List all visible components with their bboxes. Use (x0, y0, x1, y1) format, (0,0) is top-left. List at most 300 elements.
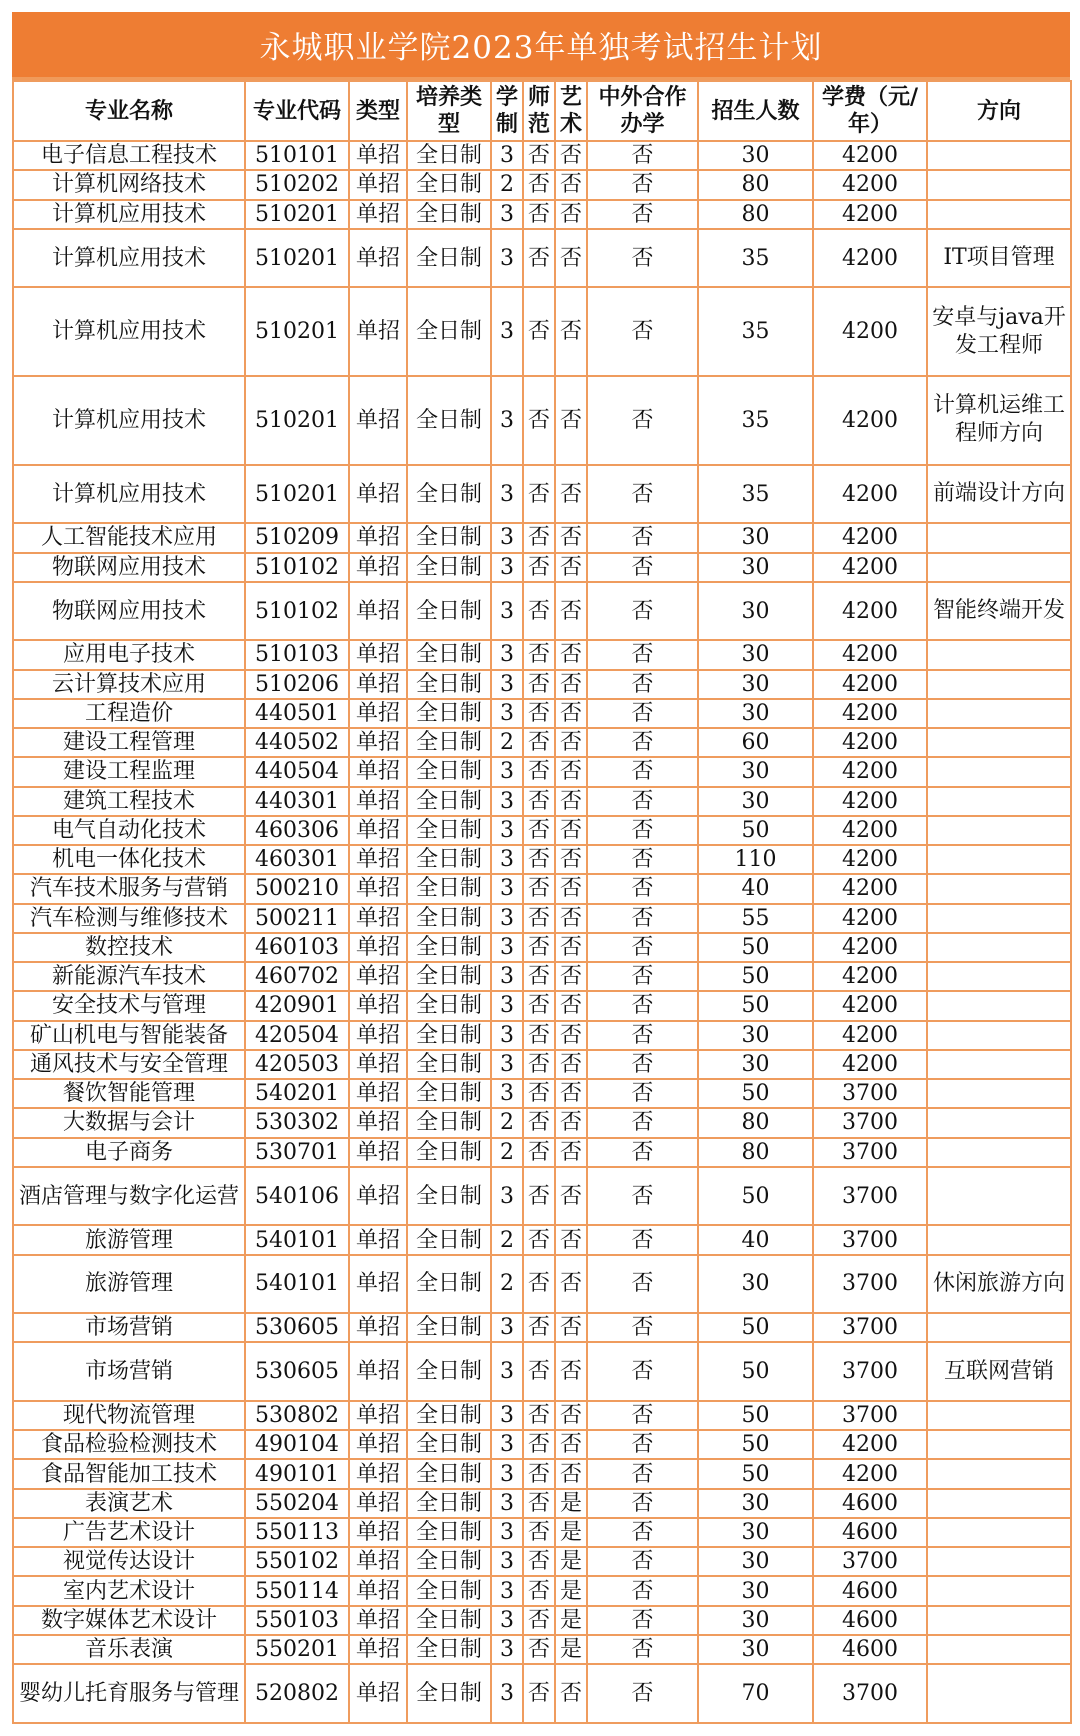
coop-cell: 否 (587, 1108, 698, 1137)
quota-cell: 30 (698, 670, 813, 699)
coop-cell: 否 (587, 816, 698, 845)
table-row (13, 1518, 1071, 1547)
type-cell: 单招 (349, 1342, 407, 1401)
coop-cell: 否 (587, 1167, 698, 1226)
normal-cell: 否 (523, 787, 555, 816)
duration-cell: 3 (491, 1050, 523, 1079)
normal-cell: 否 (523, 1108, 555, 1137)
coop-cell: 否 (587, 1225, 698, 1254)
coop-cell: 否 (587, 1401, 698, 1430)
quota-cell: 50 (698, 933, 813, 962)
duration-cell: 3 (491, 933, 523, 962)
type-cell: 单招 (349, 816, 407, 845)
duration-cell: 3 (491, 1459, 523, 1488)
major-code-cell: 550114 (245, 1576, 349, 1605)
table-row (13, 170, 1071, 199)
tuition-cell: 4600 (813, 1576, 927, 1605)
major-code-cell: 550103 (245, 1606, 349, 1635)
art-cell: 否 (555, 1313, 587, 1342)
coop-cell: 否 (587, 1342, 698, 1401)
art-cell: 否 (555, 170, 587, 199)
major-name-cell: 新能源汽车技术 (13, 962, 245, 991)
major-name-cell: 安全技术与管理 (13, 991, 245, 1020)
major-name-cell: 矿山机电与智能装备 (13, 1021, 245, 1050)
major-name-cell: 室内艺术设计 (13, 1576, 245, 1605)
table-row (13, 816, 1071, 845)
header-cell: 方向 (927, 81, 1071, 141)
art-cell: 否 (555, 1401, 587, 1430)
tuition-cell: 4200 (813, 553, 927, 582)
major-name-cell: 建设工程管理 (13, 728, 245, 757)
duration-cell: 3 (491, 845, 523, 874)
tuition-cell: 4200 (813, 582, 927, 641)
quota-cell: 110 (698, 845, 813, 874)
major-code-cell: 510201 (245, 376, 349, 465)
direction-cell: 计算机运维工程师方向 (927, 376, 1071, 465)
direction-cell (927, 757, 1071, 786)
coop-cell: 否 (587, 1255, 698, 1314)
type-cell: 单招 (349, 1635, 407, 1664)
art-cell: 否 (555, 1079, 587, 1108)
mode-cell: 全日制 (407, 287, 491, 376)
type-cell: 单招 (349, 699, 407, 728)
quota-cell: 30 (698, 1547, 813, 1576)
type-cell: 单招 (349, 1606, 407, 1635)
mode-cell: 全日制 (407, 1401, 491, 1430)
quota-cell: 50 (698, 991, 813, 1020)
quota-cell: 30 (698, 553, 813, 582)
quota-cell: 30 (698, 1021, 813, 1050)
duration-cell: 2 (491, 170, 523, 199)
duration-cell: 3 (491, 962, 523, 991)
coop-cell: 否 (587, 229, 698, 288)
tuition-cell: 3700 (813, 1167, 927, 1226)
duration-cell: 3 (491, 670, 523, 699)
tuition-cell: 4200 (813, 1459, 927, 1488)
type-cell: 单招 (349, 728, 407, 757)
tuition-cell: 3700 (813, 1108, 927, 1137)
art-cell: 是 (555, 1518, 587, 1547)
table-row (13, 1021, 1071, 1050)
coop-cell: 否 (587, 1576, 698, 1605)
duration-cell: 3 (491, 523, 523, 552)
sheet-title: 永城职业学院2023年单独考试招生计划 (12, 12, 1070, 80)
coop-cell: 否 (587, 845, 698, 874)
art-cell: 否 (555, 904, 587, 933)
direction-cell (927, 200, 1071, 229)
table-row (13, 1635, 1071, 1664)
tuition-cell: 4200 (813, 962, 927, 991)
art-cell: 否 (555, 1459, 587, 1488)
type-cell: 单招 (349, 1430, 407, 1459)
tuition-cell: 4200 (813, 874, 927, 903)
tuition-cell: 4600 (813, 1606, 927, 1635)
tuition-cell: 3700 (813, 1079, 927, 1108)
mode-cell: 全日制 (407, 933, 491, 962)
duration-cell: 3 (491, 1635, 523, 1664)
major-code-cell: 460306 (245, 816, 349, 845)
major-code-cell: 440502 (245, 728, 349, 757)
header-row (13, 81, 1071, 141)
direction-cell (927, 845, 1071, 874)
mode-cell: 全日制 (407, 1606, 491, 1635)
art-cell: 否 (555, 1167, 587, 1226)
tuition-cell: 4600 (813, 1635, 927, 1664)
mode-cell: 全日制 (407, 1108, 491, 1137)
tuition-cell: 4200 (813, 845, 927, 874)
quota-cell: 60 (698, 728, 813, 757)
direction-cell (927, 728, 1071, 757)
normal-cell: 否 (523, 1576, 555, 1605)
duration-cell: 3 (491, 553, 523, 582)
type-cell: 单招 (349, 757, 407, 786)
table-row (13, 874, 1071, 903)
mode-cell: 全日制 (407, 962, 491, 991)
mode-cell: 全日制 (407, 1635, 491, 1664)
type-cell: 单招 (349, 670, 407, 699)
quota-cell: 40 (698, 874, 813, 903)
major-name-cell: 计算机网络技术 (13, 170, 245, 199)
major-code-cell: 510103 (245, 640, 349, 669)
normal-cell: 否 (523, 1342, 555, 1401)
coop-cell: 否 (587, 1430, 698, 1459)
quota-cell: 35 (698, 287, 813, 376)
direction-cell (927, 1576, 1071, 1605)
direction-cell (927, 1401, 1071, 1430)
quota-cell: 50 (698, 816, 813, 845)
direction-cell: IT项目管理 (927, 229, 1071, 288)
direction-cell: 智能终端开发 (927, 582, 1071, 641)
quota-cell: 30 (698, 699, 813, 728)
direction-cell (927, 962, 1071, 991)
art-cell: 否 (555, 229, 587, 288)
mode-cell: 全日制 (407, 553, 491, 582)
mode-cell: 全日制 (407, 1489, 491, 1518)
type-cell: 单招 (349, 1108, 407, 1137)
mode-cell: 全日制 (407, 699, 491, 728)
quota-cell: 35 (698, 229, 813, 288)
mode-cell: 全日制 (407, 1079, 491, 1108)
tuition-cell: 4200 (813, 1050, 927, 1079)
normal-cell: 否 (523, 933, 555, 962)
major-name-cell: 数控技术 (13, 933, 245, 962)
tuition-cell: 4200 (813, 787, 927, 816)
quota-cell: 50 (698, 962, 813, 991)
direction-cell (927, 699, 1071, 728)
major-code-cell: 420901 (245, 991, 349, 1020)
major-name-cell: 物联网应用技术 (13, 553, 245, 582)
type-cell: 单招 (349, 1547, 407, 1576)
quota-cell: 50 (698, 1167, 813, 1226)
quota-cell: 40 (698, 1225, 813, 1254)
quota-cell: 30 (698, 1489, 813, 1518)
type-cell: 单招 (349, 465, 407, 524)
art-cell: 否 (555, 287, 587, 376)
mode-cell: 全日制 (407, 728, 491, 757)
header-cell: 学制 (491, 81, 523, 141)
quota-cell: 30 (698, 1255, 813, 1314)
art-cell: 是 (555, 1606, 587, 1635)
art-cell: 否 (555, 1225, 587, 1254)
art-cell: 是 (555, 1547, 587, 1576)
direction-cell (927, 1635, 1071, 1664)
type-cell: 单招 (349, 141, 407, 170)
major-code-cell: 510201 (245, 287, 349, 376)
major-name-cell: 表演艺术 (13, 1489, 245, 1518)
header-cell: 专业名称 (13, 81, 245, 141)
major-name-cell: 汽车技术服务与营销 (13, 874, 245, 903)
header-cell: 类型 (349, 81, 407, 141)
major-name-cell: 建设工程监理 (13, 757, 245, 786)
normal-cell: 否 (523, 816, 555, 845)
tuition-cell: 3700 (813, 1401, 927, 1430)
type-cell: 单招 (349, 1167, 407, 1226)
coop-cell: 否 (587, 376, 698, 465)
table-row (13, 1576, 1071, 1605)
tuition-cell: 4200 (813, 170, 927, 199)
major-code-cell: 440504 (245, 757, 349, 786)
duration-cell: 2 (491, 1255, 523, 1314)
type-cell: 单招 (349, 229, 407, 288)
major-code-cell: 550201 (245, 1635, 349, 1664)
quota-cell: 70 (698, 1664, 813, 1723)
table-row (13, 991, 1071, 1020)
major-name-cell: 建筑工程技术 (13, 787, 245, 816)
coop-cell: 否 (587, 170, 698, 199)
quota-cell: 30 (698, 640, 813, 669)
art-cell: 否 (555, 582, 587, 641)
mode-cell: 全日制 (407, 670, 491, 699)
table-row (13, 1050, 1071, 1079)
major-name-cell: 酒店管理与数字化运营 (13, 1167, 245, 1226)
coop-cell: 否 (587, 962, 698, 991)
tuition-cell: 4200 (813, 728, 927, 757)
major-name-cell: 餐饮智能管理 (13, 1079, 245, 1108)
normal-cell: 否 (523, 1635, 555, 1664)
art-cell: 否 (555, 962, 587, 991)
mode-cell: 全日制 (407, 1459, 491, 1488)
type-cell: 单招 (349, 874, 407, 903)
art-cell: 否 (555, 933, 587, 962)
table-row (13, 1079, 1071, 1108)
mode-cell: 全日制 (407, 991, 491, 1020)
duration-cell: 3 (491, 287, 523, 376)
mode-cell: 全日制 (407, 640, 491, 669)
major-name-cell: 工程造价 (13, 699, 245, 728)
table-row (13, 1547, 1071, 1576)
major-name-cell: 大数据与会计 (13, 1108, 245, 1137)
major-code-cell: 460301 (245, 845, 349, 874)
coop-cell: 否 (587, 1489, 698, 1518)
direction-cell (927, 1459, 1071, 1488)
table-row (13, 1108, 1071, 1137)
table-row (13, 845, 1071, 874)
tuition-cell: 3700 (813, 1313, 927, 1342)
tuition-cell: 4200 (813, 1021, 927, 1050)
mode-cell: 全日制 (407, 170, 491, 199)
duration-cell: 2 (491, 1225, 523, 1254)
tuition-cell: 4200 (813, 287, 927, 376)
coop-cell: 否 (587, 553, 698, 582)
duration-cell: 3 (491, 816, 523, 845)
direction-cell (927, 874, 1071, 903)
major-code-cell: 510209 (245, 523, 349, 552)
art-cell: 否 (555, 728, 587, 757)
major-name-cell: 婴幼儿托育服务与管理 (13, 1664, 245, 1723)
major-name-cell: 计算机应用技术 (13, 465, 245, 524)
major-name-cell: 电子信息工程技术 (13, 141, 245, 170)
major-code-cell: 540106 (245, 1167, 349, 1226)
header-cell: 学费（元/年） (813, 81, 927, 141)
art-cell: 否 (555, 465, 587, 524)
art-cell: 否 (555, 1138, 587, 1167)
direction-cell (927, 1225, 1071, 1254)
duration-cell: 3 (491, 1547, 523, 1576)
direction-cell (927, 1313, 1071, 1342)
tuition-cell: 4200 (813, 465, 927, 524)
art-cell: 否 (555, 523, 587, 552)
duration-cell: 3 (491, 1021, 523, 1050)
normal-cell: 否 (523, 1401, 555, 1430)
mode-cell: 全日制 (407, 229, 491, 288)
table-row (13, 287, 1071, 376)
duration-cell: 3 (491, 904, 523, 933)
quota-cell: 50 (698, 1401, 813, 1430)
art-cell: 否 (555, 640, 587, 669)
direction-cell (927, 640, 1071, 669)
mode-cell: 全日制 (407, 1342, 491, 1401)
type-cell: 单招 (349, 991, 407, 1020)
normal-cell: 否 (523, 200, 555, 229)
direction-cell (927, 1079, 1071, 1108)
normal-cell: 否 (523, 845, 555, 874)
duration-cell: 3 (491, 1342, 523, 1401)
quota-cell: 50 (698, 1430, 813, 1459)
major-name-cell: 旅游管理 (13, 1255, 245, 1314)
major-code-cell: 500211 (245, 904, 349, 933)
art-cell: 是 (555, 1576, 587, 1605)
art-cell: 否 (555, 376, 587, 465)
mode-cell: 全日制 (407, 787, 491, 816)
coop-cell: 否 (587, 874, 698, 903)
table-row (13, 1664, 1071, 1723)
tuition-cell: 4600 (813, 1489, 927, 1518)
duration-cell: 3 (491, 1401, 523, 1430)
art-cell: 否 (555, 991, 587, 1020)
normal-cell: 否 (523, 1664, 555, 1723)
tuition-cell: 4200 (813, 523, 927, 552)
duration-cell: 3 (491, 141, 523, 170)
table-row (13, 1430, 1071, 1459)
major-code-cell: 550204 (245, 1489, 349, 1518)
type-cell: 单招 (349, 200, 407, 229)
normal-cell: 否 (523, 728, 555, 757)
coop-cell: 否 (587, 287, 698, 376)
quota-cell: 30 (698, 1518, 813, 1547)
quota-cell: 50 (698, 1079, 813, 1108)
mode-cell: 全日制 (407, 200, 491, 229)
art-cell: 否 (555, 1342, 587, 1401)
normal-cell: 否 (523, 1079, 555, 1108)
mode-cell: 全日制 (407, 904, 491, 933)
type-cell: 单招 (349, 170, 407, 199)
table-body (13, 141, 1071, 1723)
table-row (13, 553, 1071, 582)
major-name-cell: 广告艺术设计 (13, 1518, 245, 1547)
quota-cell: 30 (698, 523, 813, 552)
quota-cell: 80 (698, 200, 813, 229)
direction-cell (927, 904, 1071, 933)
coop-cell: 否 (587, 670, 698, 699)
type-cell: 单招 (349, 1225, 407, 1254)
major-code-cell: 510201 (245, 465, 349, 524)
header-cell: 专业代码 (245, 81, 349, 141)
major-code-cell: 490104 (245, 1430, 349, 1459)
table-row (13, 1255, 1071, 1314)
table-row (13, 670, 1071, 699)
quota-cell: 55 (698, 904, 813, 933)
normal-cell: 否 (523, 991, 555, 1020)
art-cell: 否 (555, 1108, 587, 1137)
major-code-cell: 540201 (245, 1079, 349, 1108)
normal-cell: 否 (523, 1255, 555, 1314)
major-name-cell: 机电一体化技术 (13, 845, 245, 874)
direction-cell (927, 1138, 1071, 1167)
major-code-cell: 440301 (245, 787, 349, 816)
mode-cell: 全日制 (407, 816, 491, 845)
table-row (13, 757, 1071, 786)
major-code-cell: 420504 (245, 1021, 349, 1050)
mode-cell: 全日制 (407, 523, 491, 552)
tuition-cell: 3700 (813, 1225, 927, 1254)
major-name-cell: 市场营销 (13, 1313, 245, 1342)
major-name-cell: 云计算技术应用 (13, 670, 245, 699)
art-cell: 否 (555, 757, 587, 786)
mode-cell: 全日制 (407, 1138, 491, 1167)
major-code-cell: 530701 (245, 1138, 349, 1167)
major-name-cell: 通风技术与安全管理 (13, 1050, 245, 1079)
table-row (13, 200, 1071, 229)
header-cell: 艺术 (555, 81, 587, 141)
duration-cell: 3 (491, 229, 523, 288)
normal-cell: 否 (523, 523, 555, 552)
tuition-cell: 4200 (813, 933, 927, 962)
header-cell: 招生人数 (698, 81, 813, 141)
tuition-cell: 4200 (813, 376, 927, 465)
tuition-cell: 3700 (813, 1255, 927, 1314)
duration-cell: 3 (491, 376, 523, 465)
mode-cell: 全日制 (407, 845, 491, 874)
mode-cell: 全日制 (407, 1547, 491, 1576)
coop-cell: 否 (587, 1606, 698, 1635)
major-code-cell: 460702 (245, 962, 349, 991)
table-row (13, 1313, 1071, 1342)
mode-cell: 全日制 (407, 582, 491, 641)
major-name-cell: 汽车检测与维修技术 (13, 904, 245, 933)
coop-cell: 否 (587, 141, 698, 170)
table-row (13, 699, 1071, 728)
quota-cell: 30 (698, 1050, 813, 1079)
direction-cell (927, 1606, 1071, 1635)
major-name-cell: 计算机应用技术 (13, 229, 245, 288)
direction-cell (927, 933, 1071, 962)
direction-cell (927, 1050, 1071, 1079)
table-row (13, 728, 1071, 757)
art-cell: 否 (555, 874, 587, 903)
header-cell: 中外合作办学 (587, 81, 698, 141)
major-code-cell: 490101 (245, 1459, 349, 1488)
mode-cell: 全日制 (407, 1255, 491, 1314)
